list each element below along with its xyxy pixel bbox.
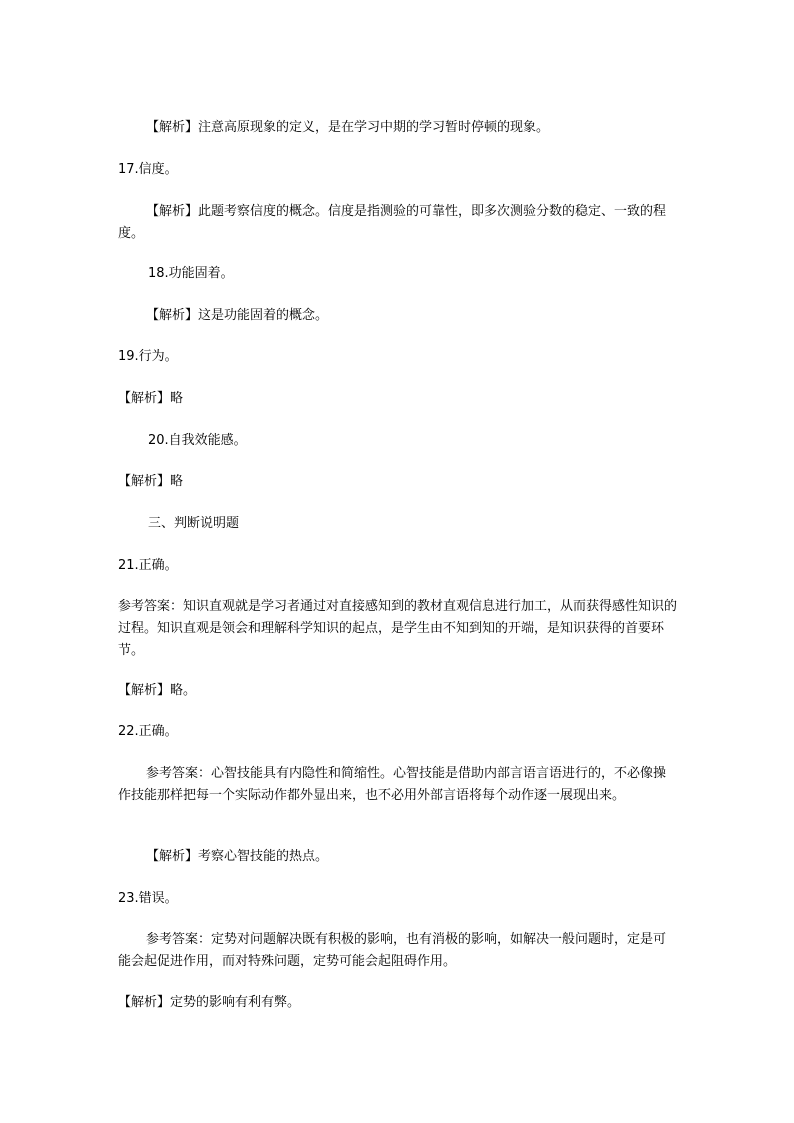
paragraph-analysis-23: 【解析】定势的影响有利有弊。: [118, 995, 301, 1010]
answer-19: 19.行为。: [118, 349, 178, 364]
paragraph-analysis-20: 【解析】略: [118, 474, 184, 489]
answer-18: 18.功能固着。: [148, 266, 234, 281]
reference-answer-21: 参考答案：知识直观就是学习者通过对直接感知到的教材直观信息进行加工，从而获得感性知识的过程。知识直观是领会和理解科学知识的起点，是学生由不知到知的开端，是知识获得的首要环节。: [118, 599, 678, 658]
paragraph-analysis-22: 【解析】考察心智技能的热点。: [146, 849, 329, 864]
answer-20: 20.自我效能感。: [148, 433, 247, 448]
section-heading-judgment: 三、判断说明题: [148, 516, 240, 531]
paragraph-analysis-17: 【解析】此题考察信度的概念。信度是指测验的可靠性，即多次测验分数的稳定、一致的程度。: [118, 204, 667, 241]
reference-answer-22: 参考答案：心智技能具有内隐性和简缩性。心智技能是借助内部言语言语进行的，不必像操作技能那样把每一个实际动作都外显出来，也不必用外部言语将每个动作逐一展现出来。: [118, 766, 667, 803]
answer-17: 17.信度。: [118, 162, 178, 177]
paragraph-analysis-19: 【解析】略: [118, 391, 184, 406]
answer-21: 21.正确。: [118, 558, 178, 573]
answer-23: 23.错误。: [118, 891, 178, 906]
paragraph-analysis-21: 【解析】略。: [118, 683, 197, 698]
paragraph-analysis-16: 【解析】注意高原现象的定义，是在学习中期的学习暂时停顿的现象。: [146, 120, 550, 135]
answer-22: 22.正确。: [118, 724, 178, 739]
reference-answer-23: 参考答案：定势对问题解决既有积极的影响，也有消极的影响，如解决一般问题时，定是可能会起促进作用，而对特殊问题，定势可能会起阻碍作用。: [118, 932, 667, 969]
paragraph-analysis-18: 【解析】这是功能固着的概念。: [146, 308, 329, 323]
